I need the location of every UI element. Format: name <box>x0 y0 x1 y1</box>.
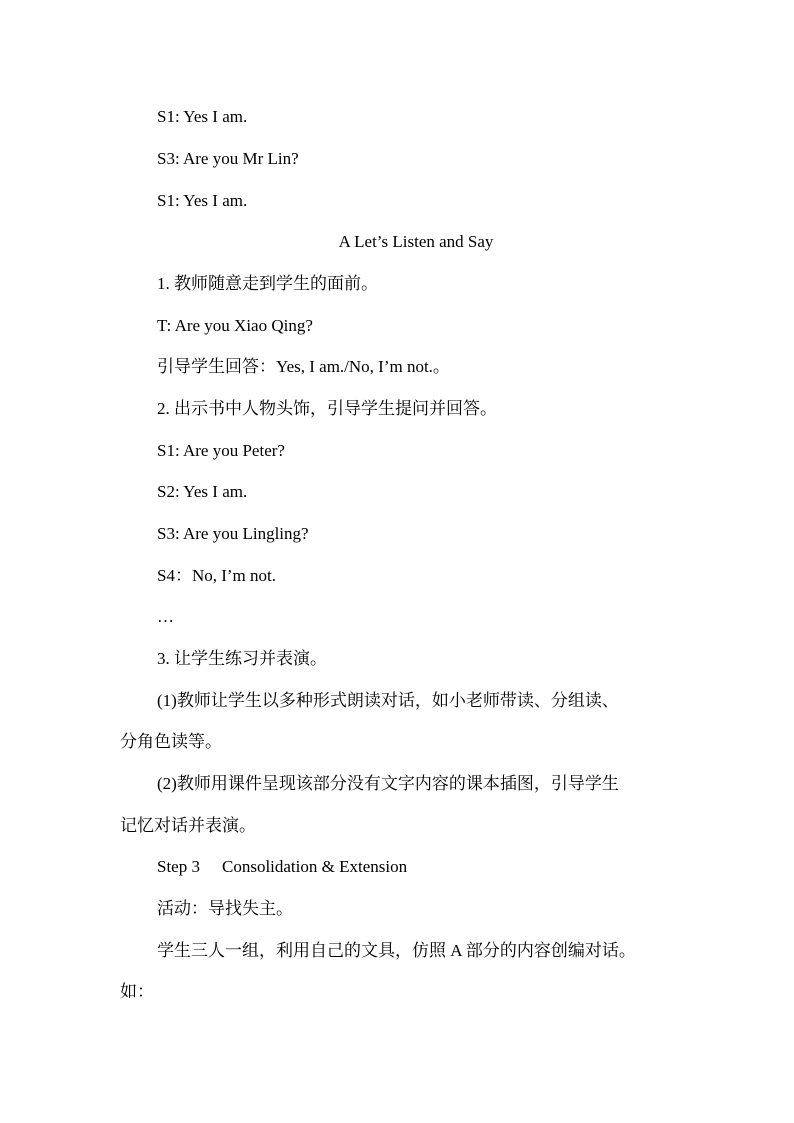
dialogue-line: S2: Yes I am. <box>157 482 248 501</box>
paragraph-line: 如： <box>120 982 154 1001</box>
dialogue-line: S1: Are you Peter? <box>157 441 285 460</box>
numbered-step: 1. 教师随意走到学生的面前。 <box>157 274 378 293</box>
paragraph-line: 记忆对话并表演。 <box>120 816 256 835</box>
paragraph-line: (1)教师让学生以多种形式朗读对话，如小老师带读、分组读、 <box>157 691 619 710</box>
section-heading: A Let’s Listen and Say <box>338 232 494 251</box>
dialogue-line: S1: Yes I am. <box>157 191 248 210</box>
dialogue-line: T: Are you Xiao Qing? <box>157 316 313 335</box>
numbered-step: 3. 让学生练习并表演。 <box>157 649 327 668</box>
step-title: Consolidation & Extension <box>221 857 408 876</box>
paragraph-line: 学生三人一组，利用自己的文具，仿照 A 部分的内容创编对话。 <box>157 941 636 960</box>
dialogue-line: S1: Yes I am. <box>157 107 248 126</box>
activity-line: 活动：导找失主。 <box>157 899 293 918</box>
instruction-line: 引导学生回答：Yes, I am./No, I’m not.。 <box>157 357 450 376</box>
dialogue-line: S4：No, I’m not. <box>157 566 276 585</box>
step-heading <box>157 856 407 878</box>
dialogue-line: S3: Are you Lingling? <box>157 524 309 543</box>
ellipsis-line: … <box>157 607 174 626</box>
dialogue-line: S3: Are you Mr Lin? <box>157 149 299 168</box>
paragraph-line: (2)教师用课件呈现该部分没有文字内容的课本插图，引导学生 <box>157 774 619 793</box>
numbered-step: 2. 出示书中人物头饰，引导学生提问并回答。 <box>157 399 497 418</box>
step-label: Step 3 <box>157 857 200 876</box>
paragraph-line: 分角色读等。 <box>120 732 222 751</box>
